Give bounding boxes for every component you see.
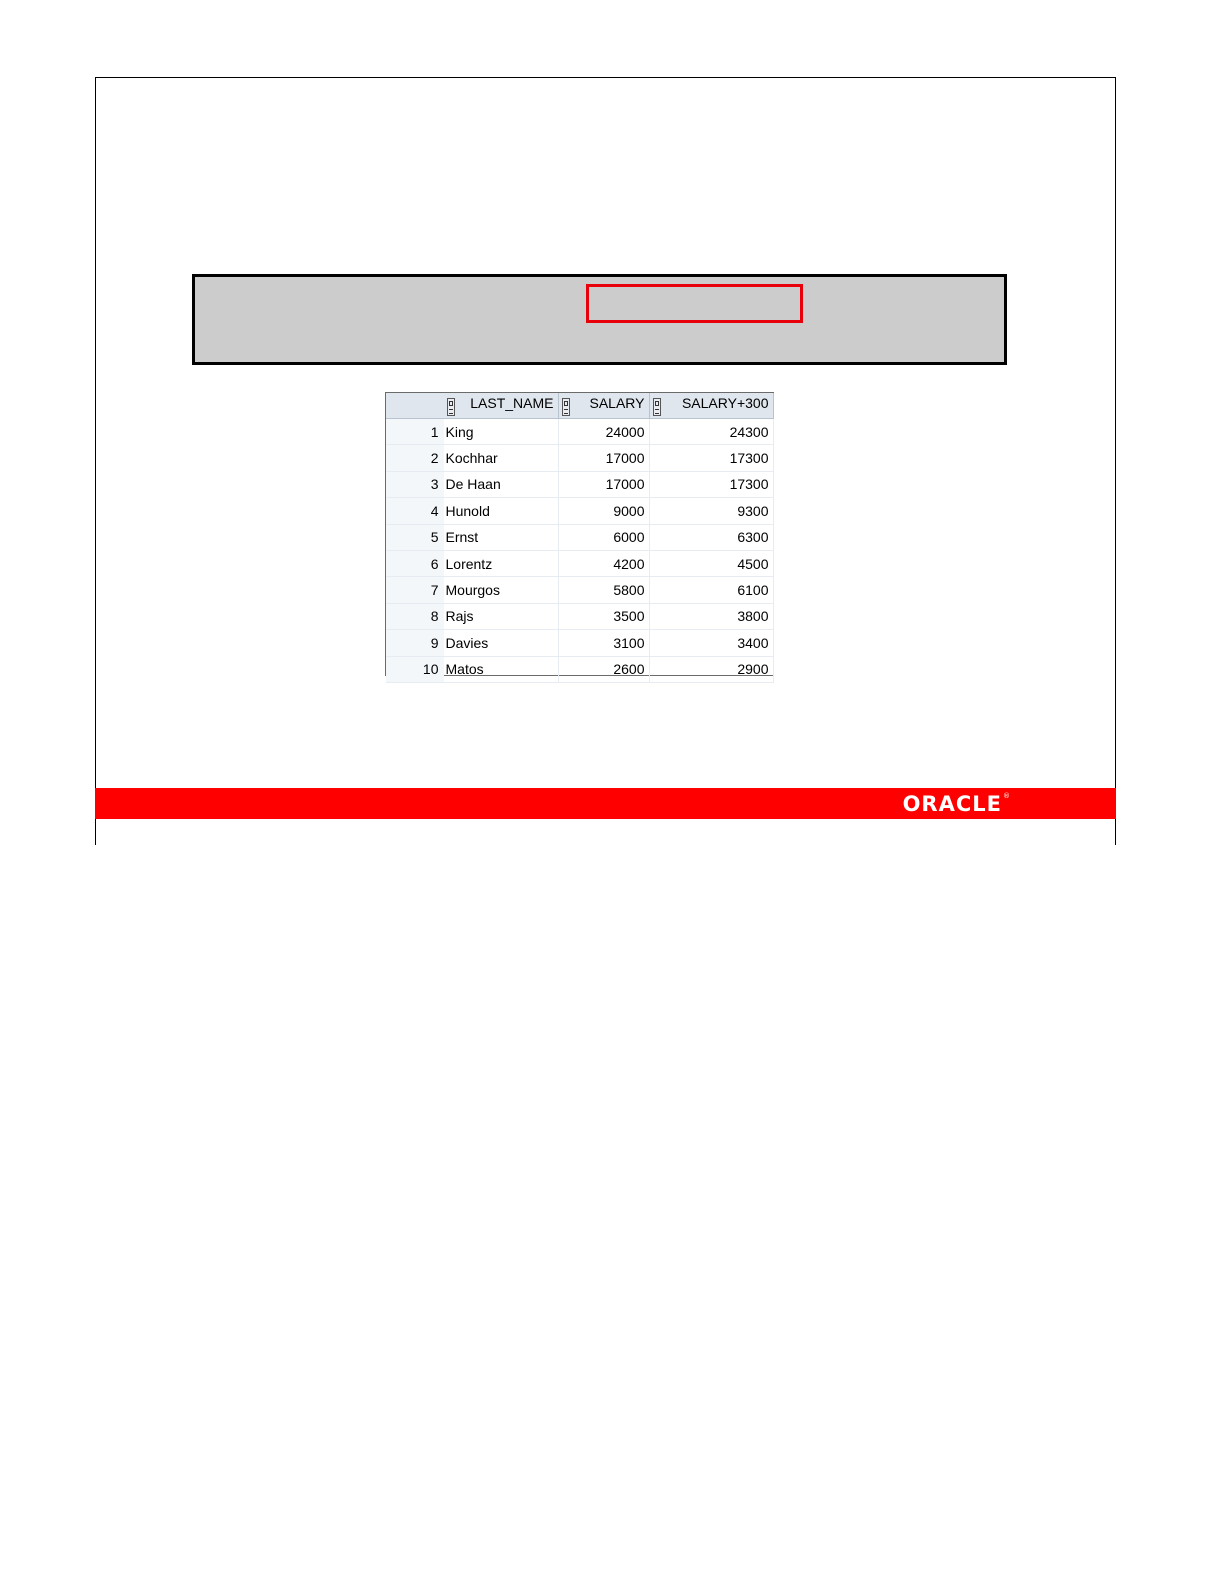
row-number[interactable]: 9: [386, 630, 443, 656]
table-row[interactable]: [386, 603, 773, 629]
cell-salary[interactable]: 4200: [558, 550, 649, 576]
oracle-logo: [903, 792, 1011, 816]
header-row: [386, 393, 773, 419]
cell-last-name[interactable]: Hunold: [443, 498, 558, 524]
oracle-logo-mark: ®: [1003, 792, 1011, 800]
row-number[interactable]: 5: [386, 524, 443, 550]
cell-salary[interactable]: 17000: [558, 471, 649, 497]
column-header-salary[interactable]: [558, 393, 649, 419]
cell-salary[interactable]: 6000: [558, 524, 649, 550]
cell-salary-plus-300[interactable]: 4500: [649, 550, 773, 576]
cell-salary-plus-300[interactable]: 6100: [649, 577, 773, 603]
table-row[interactable]: [386, 656, 773, 682]
sort-icon[interactable]: [447, 398, 455, 416]
cell-last-name[interactable]: De Haan: [443, 471, 558, 497]
table-row[interactable]: [386, 550, 773, 576]
expression-highlight: [586, 284, 803, 323]
table-row[interactable]: [386, 471, 773, 497]
cell-salary[interactable]: 2600: [558, 656, 649, 682]
cell-salary-plus-300[interactable]: 3800: [649, 603, 773, 629]
cell-salary[interactable]: 9000: [558, 498, 649, 524]
column-header-label: LAST_NAME: [470, 395, 554, 411]
cell-salary-plus-300[interactable]: 6300: [649, 524, 773, 550]
row-number[interactable]: 8: [386, 603, 443, 629]
cell-last-name[interactable]: Rajs: [443, 603, 558, 629]
table-row[interactable]: [386, 630, 773, 656]
table-row[interactable]: [386, 524, 773, 550]
cell-salary-plus-300[interactable]: 3400: [649, 630, 773, 656]
cell-salary-plus-300[interactable]: 2900: [649, 656, 773, 682]
cell-salary[interactable]: 5800: [558, 577, 649, 603]
column-header-label: SALARY+300: [681, 395, 769, 411]
row-number[interactable]: 7: [386, 577, 443, 603]
cell-salary-plus-300[interactable]: 24300: [649, 419, 773, 445]
cell-last-name[interactable]: Ernst: [443, 524, 558, 550]
oracle-logo-text: ORACLE: [902, 792, 1002, 816]
cell-salary-plus-300[interactable]: 9300: [649, 498, 773, 524]
cell-last-name[interactable]: Kochhar: [443, 445, 558, 471]
column-header-label: SALARY: [589, 395, 645, 411]
cell-salary[interactable]: 17000: [558, 445, 649, 471]
table-row[interactable]: [386, 577, 773, 603]
cell-salary-plus-300[interactable]: 17300: [649, 471, 773, 497]
sort-icon[interactable]: [653, 398, 661, 416]
table-row[interactable]: [386, 419, 773, 445]
cell-last-name[interactable]: King: [443, 419, 558, 445]
column-header-salary-plus-300[interactable]: [649, 393, 773, 419]
row-number[interactable]: 4: [386, 498, 443, 524]
cell-last-name[interactable]: Mourgos: [443, 577, 558, 603]
cell-salary-plus-300[interactable]: 17300: [649, 445, 773, 471]
cell-last-name[interactable]: Lorentz: [443, 550, 558, 576]
row-number[interactable]: 2: [386, 445, 443, 471]
column-header-last-name[interactable]: [443, 393, 558, 419]
cell-last-name[interactable]: Davies: [443, 630, 558, 656]
footer-bar: [95, 788, 1116, 819]
sort-icon[interactable]: [562, 398, 570, 416]
row-number[interactable]: 1: [386, 419, 443, 445]
table-row[interactable]: [386, 498, 773, 524]
table-row[interactable]: [386, 445, 773, 471]
cell-salary[interactable]: 3500: [558, 603, 649, 629]
row-number[interactable]: 3: [386, 471, 443, 497]
row-number[interactable]: 6: [386, 550, 443, 576]
query-result-grid: [385, 392, 774, 676]
row-number[interactable]: 10: [386, 656, 443, 682]
rownum-header: [386, 393, 443, 419]
cell-salary[interactable]: 3100: [558, 630, 649, 656]
cell-salary[interactable]: 24000: [558, 419, 649, 445]
cell-last-name[interactable]: Matos: [443, 656, 558, 682]
